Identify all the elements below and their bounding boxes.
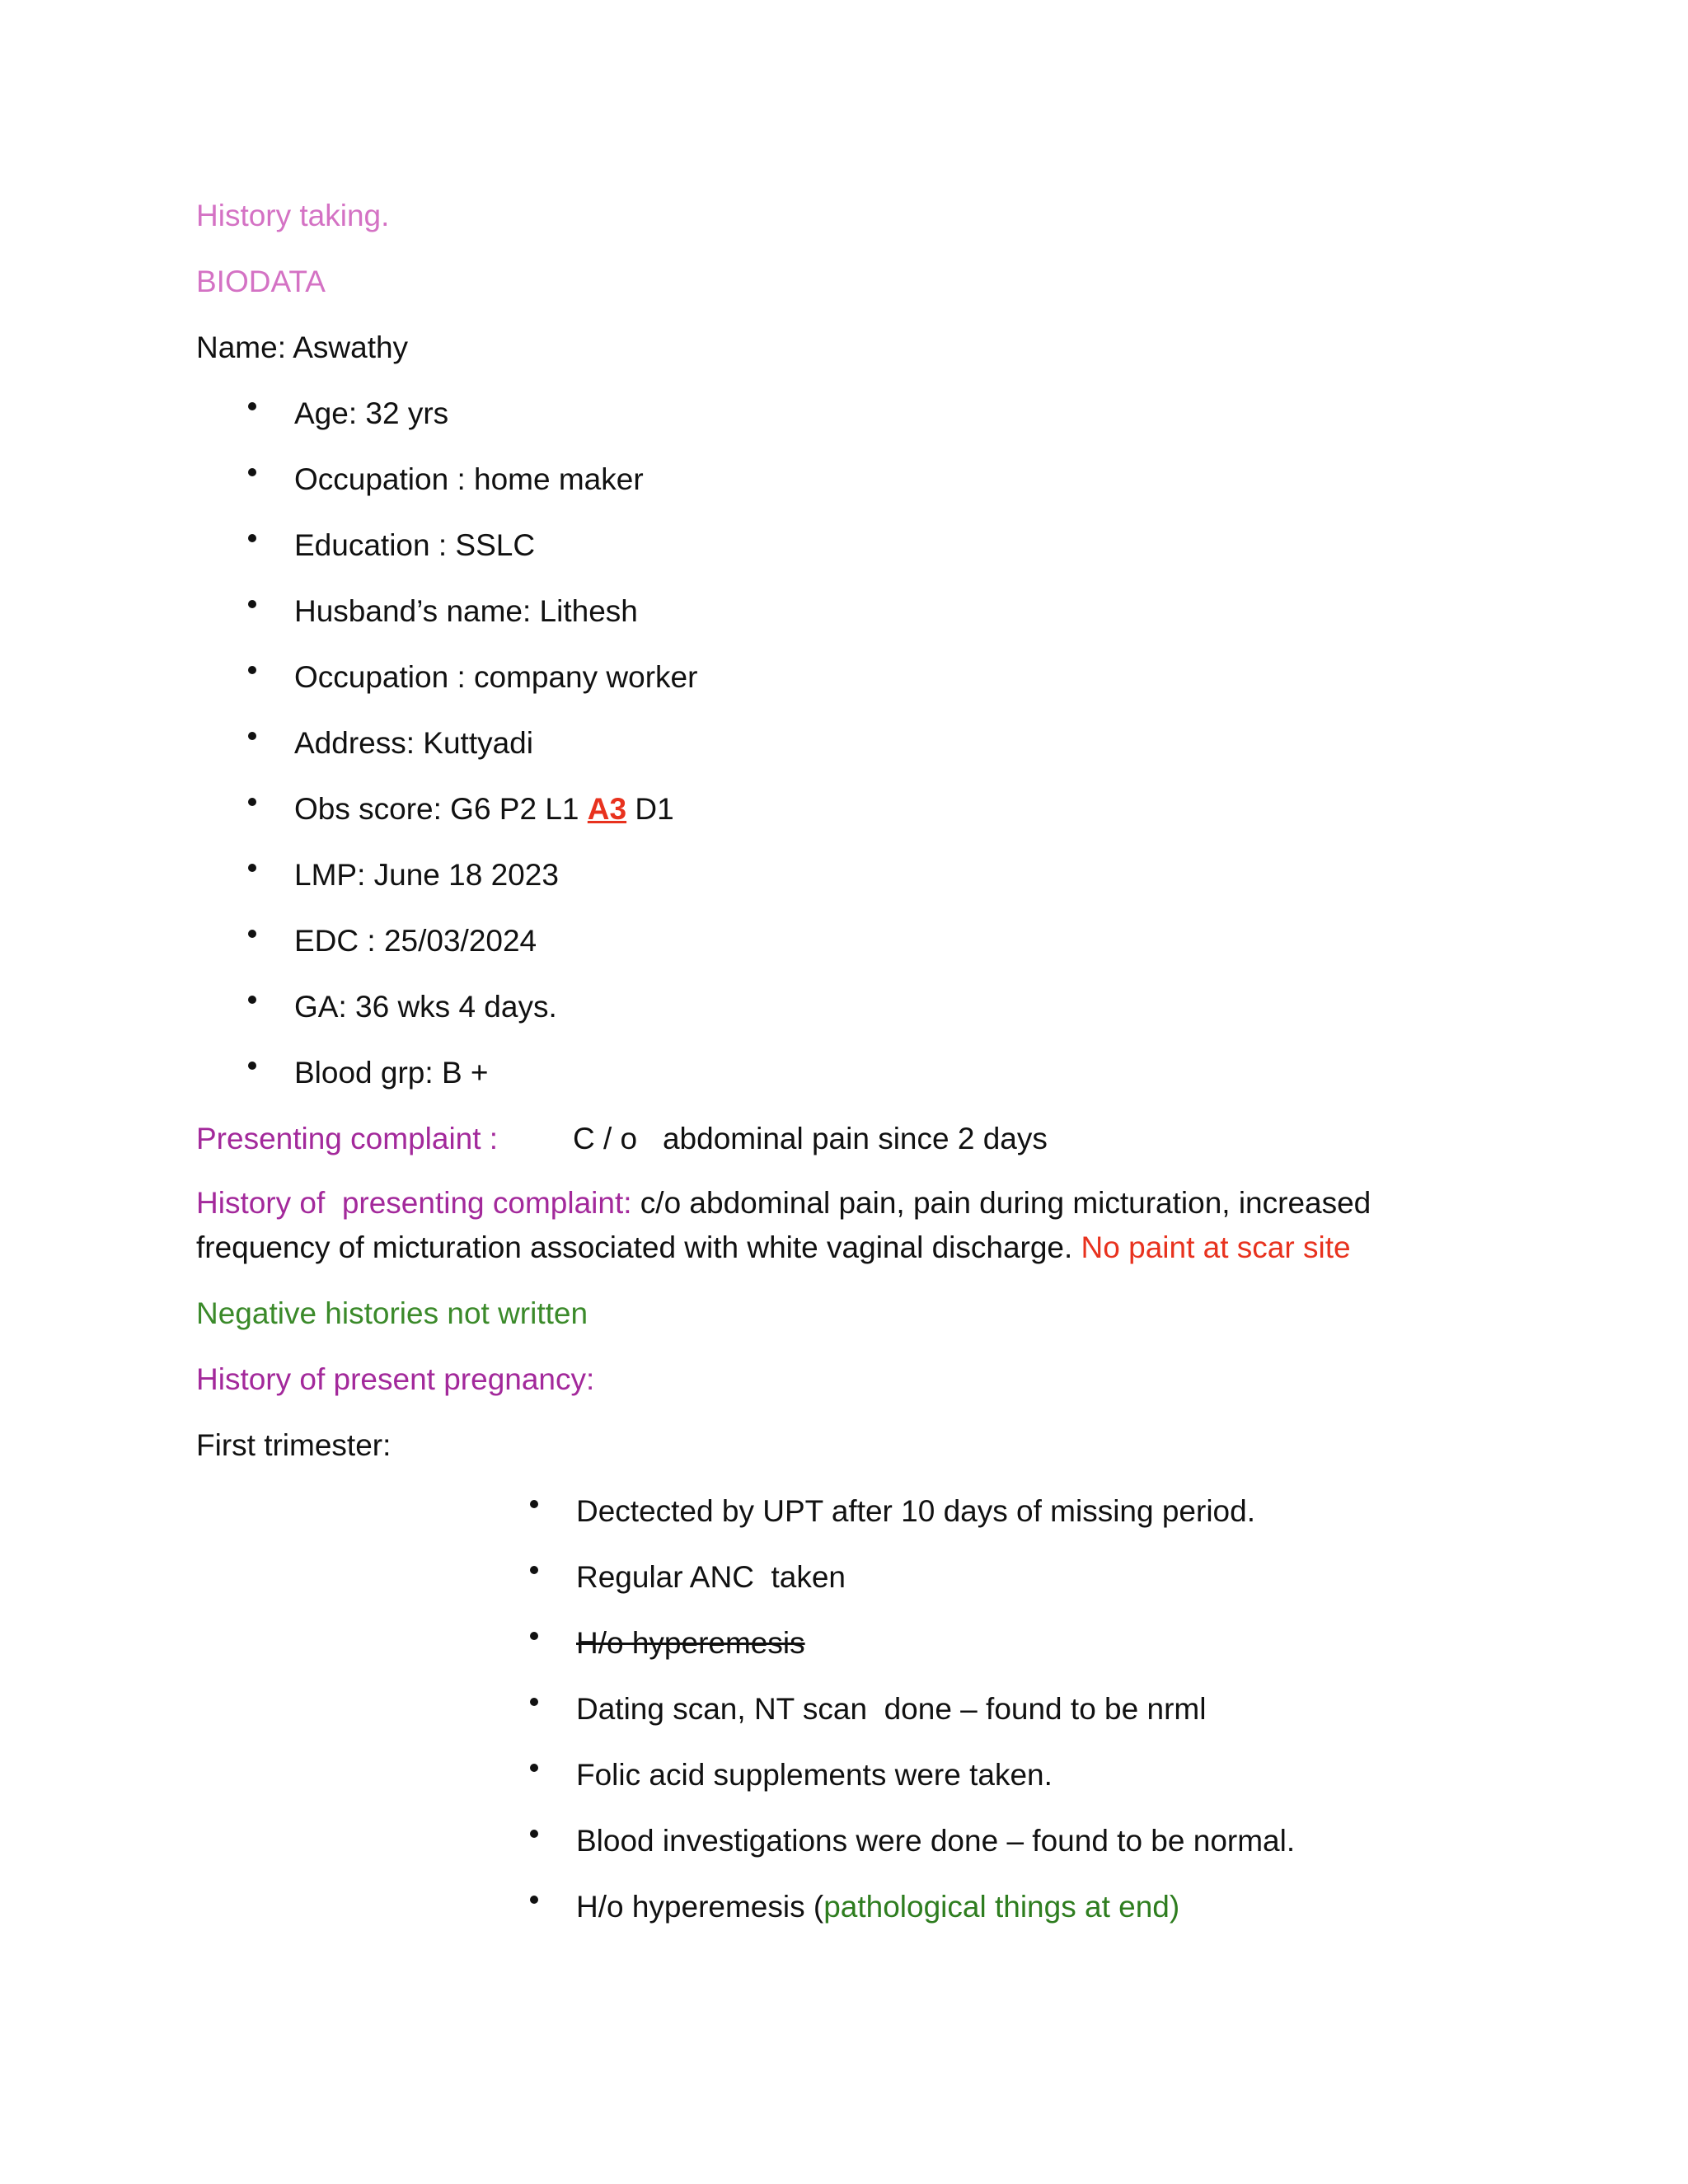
bullet-icon bbox=[248, 732, 256, 740]
hopc-line-1 bbox=[196, 1185, 1371, 1221]
biodata-education: Education : SSLC bbox=[294, 528, 536, 562]
trimester-item-hyperemesis-struck: H/o hyperemesis bbox=[576, 1626, 805, 1660]
document-title: History taking. bbox=[196, 199, 390, 232]
hopc-text-1: c/o abdominal pain, pain during micturation, increased bbox=[631, 1186, 1372, 1220]
bullet-icon bbox=[530, 1896, 538, 1904]
bullet-icon bbox=[248, 402, 256, 410]
biodata-obs-score bbox=[294, 791, 674, 827]
bullet-icon bbox=[248, 798, 256, 806]
bullet-icon bbox=[530, 1698, 538, 1706]
bullet-icon bbox=[248, 534, 256, 542]
trimester-item-scans: Dating scan, NT scan done – found to be nrml bbox=[576, 1692, 1207, 1726]
presenting-complaint-label: Presenting complaint : bbox=[196, 1122, 499, 1155]
bullet-icon bbox=[530, 1632, 538, 1640]
biodata-occupation: Occupation : home maker bbox=[294, 462, 644, 496]
bullet-icon bbox=[248, 930, 256, 938]
bullet-icon bbox=[530, 1500, 538, 1508]
trimester-item-hyperemesis bbox=[576, 1889, 1179, 1925]
trimester-item-anc: Regular ANC taken bbox=[576, 1560, 846, 1594]
obs-score-highlight: A3 bbox=[587, 792, 627, 826]
biodata-husband-name: Husband’s name: Lithesh bbox=[294, 594, 638, 628]
biodata-heading: BIODATA bbox=[196, 265, 326, 298]
trimester-item-detection: Dectected by UPT after 10 days of missing period. bbox=[576, 1494, 1255, 1528]
biodata-ga: GA: 36 wks 4 days. bbox=[294, 990, 557, 1024]
bullet-icon bbox=[248, 468, 256, 476]
hopc-text-2: frequency of micturation associated with white vaginal discharge. bbox=[196, 1230, 1073, 1264]
hyperemesis-text: H/o hyperemesis ( bbox=[576, 1890, 824, 1924]
obs-score-suffix: D1 bbox=[626, 792, 674, 826]
biodata-lmp: LMP: June 18 2023 bbox=[294, 858, 559, 892]
biodata-age: Age: 32 yrs bbox=[294, 396, 449, 430]
trimester-item-blood-investigations: Blood investigations were done – found to be normal. bbox=[576, 1824, 1296, 1858]
first-trimester-label: First trimester: bbox=[196, 1428, 392, 1462]
hyperemesis-note: pathological things at end) bbox=[823, 1890, 1180, 1924]
biodata-address: Address: Kuttyadi bbox=[294, 726, 533, 760]
trimester-item-folic-acid: Folic acid supplements were taken. bbox=[576, 1758, 1053, 1792]
biodata-husband-occupation: Occupation : company worker bbox=[294, 660, 698, 694]
bullet-icon bbox=[248, 1062, 256, 1070]
obs-score-prefix: Obs score: G6 P2 L1 bbox=[294, 792, 588, 826]
hopc-label: History of presenting complaint: bbox=[196, 1186, 632, 1220]
hopc-note: No paint at scar site bbox=[1072, 1230, 1351, 1264]
presenting-complaint-text: C / o abdominal pain since 2 days bbox=[573, 1122, 1048, 1155]
bullet-icon bbox=[248, 666, 256, 674]
bullet-icon bbox=[530, 1830, 538, 1838]
bullet-icon bbox=[248, 600, 256, 608]
negative-histories-note: Negative histories not written bbox=[196, 1296, 588, 1330]
hopc-line-2 bbox=[196, 1230, 1351, 1266]
bullet-icon bbox=[248, 864, 256, 872]
biodata-edc: EDC : 25/03/2024 bbox=[294, 924, 537, 958]
present-pregnancy-heading: History of present pregnancy: bbox=[196, 1362, 595, 1396]
bullet-icon bbox=[530, 1566, 538, 1574]
bullet-icon bbox=[248, 996, 256, 1004]
biodata-blood-group: Blood grp: B + bbox=[294, 1056, 489, 1090]
bullet-icon bbox=[530, 1764, 538, 1772]
patient-name: Name: Aswathy bbox=[196, 330, 409, 364]
